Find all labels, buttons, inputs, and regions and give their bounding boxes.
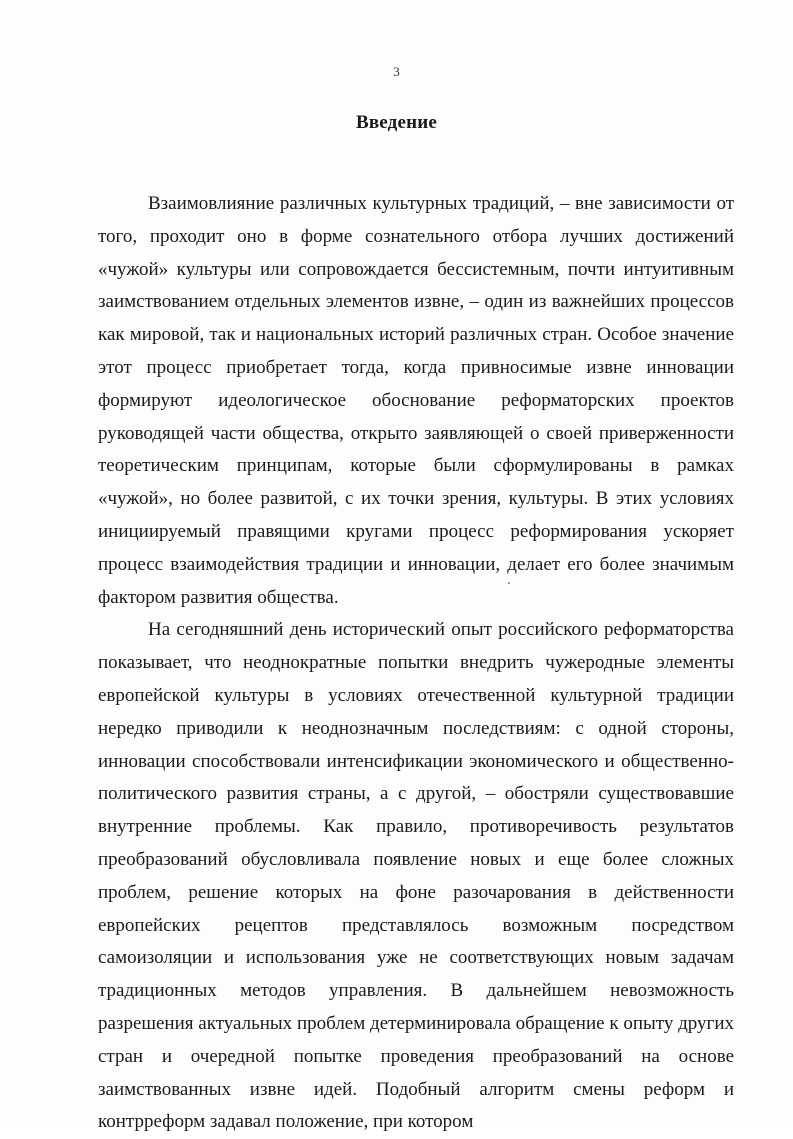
page-title: Введение bbox=[355, 112, 438, 133]
paragraph-intro: Взаимовлияние различных культурных традиций, – вне зависимости от того, проходит оно в форме сознательного отбора лучших достижений «чужой» культуры или сопровождается бессистемным, почти интуитивным заимствованием отдельных элементов извне, – один из важнейших процессов как мировой, так и национальных историй различных стран. Особое значение этот процесс приобретает тогда, когда привносимые извне инновации формируют идеологическое обоснование реформаторских проектов руководящей части общества, открыто заявляющей о своей приверженности теоретическим принципам, которые были сформулированы в рамках «чужой», но более развитой, с их точки зрения, культуры. В этих условиях инициируемый правящими кругами процесс реформирования ускоряет процесс взаимодействия традиции и инновации, делает его более значимым фактором развития общества. bbox=[98, 193, 734, 608]
paragraph-reform-experience: На сегодняшний день исторический опыт российского реформаторства показывает, что неоднократные попытки внедрить чужеродные элементы европейской культуры в условиях отечественной культурной традиции нередко приводили к неоднозначным последствиям: с одной стороны, инновации способствовали интенсификации экономического и общественно-политического развития страны, а с другой, – обостряли существовавшие внутренние проблемы. Как правило, противоречивость результатов преобразований обусловливала появление новых и еще более сложных проблем, решение которых на фоне разочарования в действенности европейских рецептов представлялось возможным посредством самоизоляции и использования уже не соответствующих новым задачам традиционных методов управления. В дальнейшем невозможность разрешения актуальных проблем детерминировала обращение к опыту других стран и очередной попытке проведения преобразований на основе заимствованных извне идей. Подобный алгоритм смены реформ и контрреформ задавал положение, при котором bbox=[98, 619, 734, 1133]
scan-speck bbox=[508, 582, 510, 584]
page-number: 3 bbox=[393, 64, 400, 79]
body-text bbox=[98, 188, 734, 1139]
